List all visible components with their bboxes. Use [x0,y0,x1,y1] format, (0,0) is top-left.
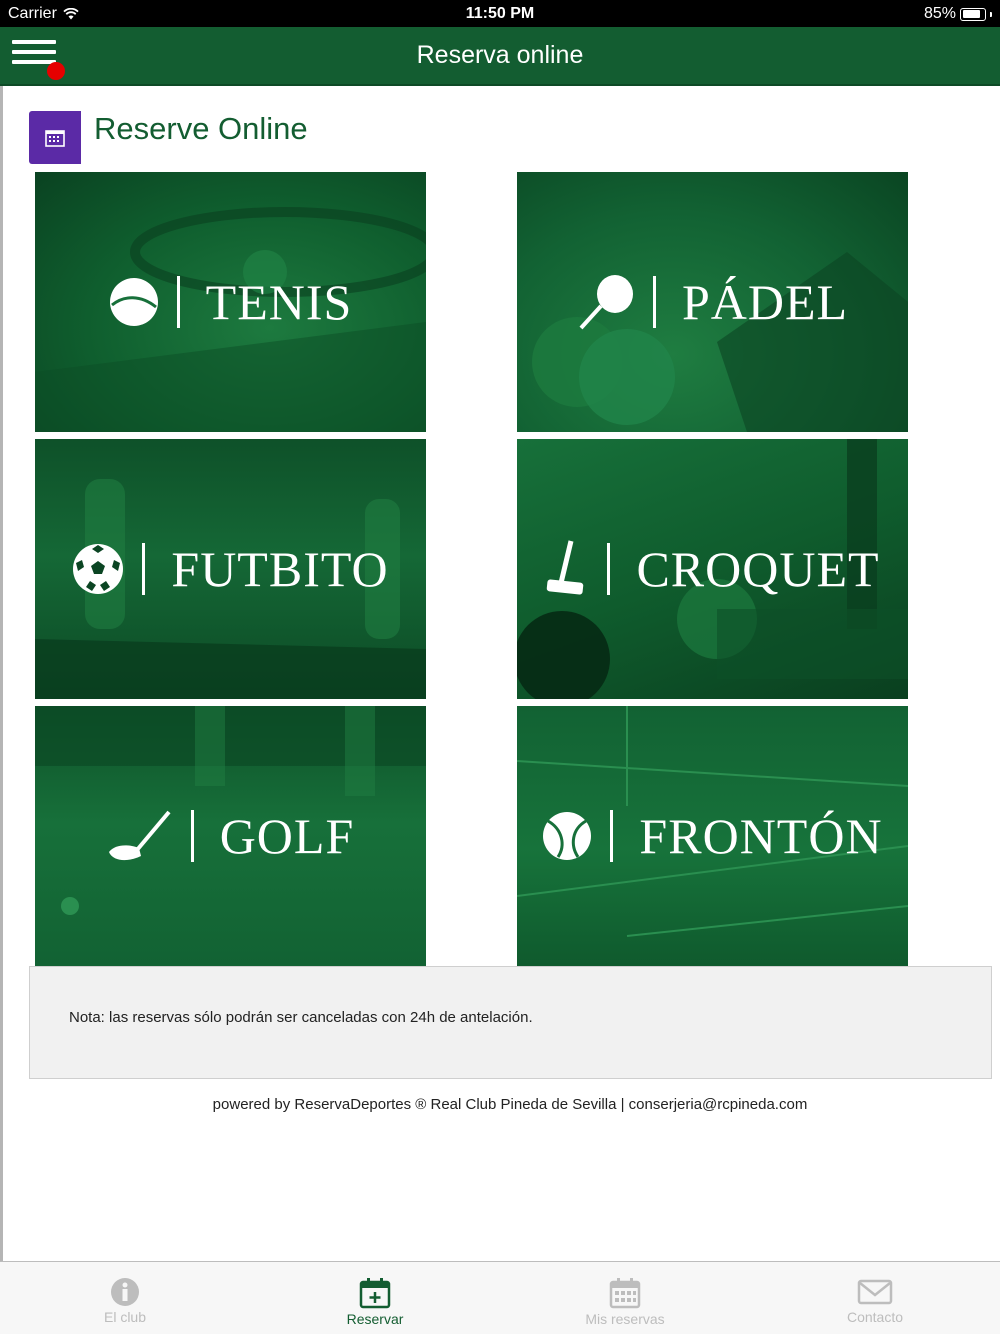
clock: 11:50 PM [465,5,535,22]
sport-label: FUTBITO [171,541,389,597]
tile-separator [191,810,194,862]
croquet-mallet-icon [545,539,589,599]
sport-label: CROQUET [636,541,880,597]
tab-bar [0,1261,1000,1334]
tile-separator [610,810,613,862]
battery-icon [960,8,986,21]
tab-mis-reservas[interactable] [500,1262,750,1334]
carrier-label: Carrier [8,5,57,22]
section-title: Reserve Online [94,111,308,146]
notification-dot [47,62,65,80]
battery-percent: 85% [923,5,956,22]
golf-club-icon [107,810,173,862]
padel-racket-icon [577,274,635,330]
section-calendar-badge [29,111,81,164]
nav-title: Reserva online [416,41,584,69]
tab-label: Contacto [846,1309,904,1325]
battery-status [924,5,992,23]
tile-separator [607,543,610,595]
tab-reservar[interactable] [250,1262,500,1334]
fronton-ball-icon [542,811,592,861]
tab-el-club[interactable] [0,1262,250,1334]
tile-separator [142,543,145,595]
cancellation-note [29,966,992,1079]
footer-powered-by: powered by ReservaDeportes ® Real Club Pineda de Sevilla | conserjeria@rcpineda.com [212,1096,808,1113]
sport-label: PÁDEL [681,274,849,330]
tab-contacto[interactable] [750,1262,1000,1334]
sport-label: GOLF [219,808,355,864]
sport-tile-golf[interactable] [35,706,426,966]
sport-label: FRONTÓN [639,808,883,864]
note-text: Nota: las reservas sólo podrán ser canceladas con 24h de antelación. [69,1009,533,1026]
tennis-ball-icon [109,277,159,327]
envelope-icon [857,1277,893,1307]
info-icon [110,1277,140,1307]
calendar-icon [45,129,65,147]
tab-label: Reservar [346,1311,404,1327]
sport-tile-padel[interactable] [517,172,908,432]
sport-tile-croquet[interactable] [517,439,908,699]
sport-tile-tenis[interactable] [35,172,426,432]
soccer-ball-icon [72,543,124,595]
calendar-plus-icon [359,1277,391,1309]
nav-bar [0,27,1000,86]
sport-tile-fronton[interactable] [517,706,908,966]
sport-label: TENIS [205,274,353,330]
tile-separator [653,276,656,328]
tab-label: Mis reservas [585,1311,665,1327]
status-bar [0,0,1000,27]
tab-label: El club [103,1309,147,1325]
calendar-grid-icon [609,1277,641,1309]
tile-separator [177,276,180,328]
sport-tile-futbito[interactable] [35,439,426,699]
